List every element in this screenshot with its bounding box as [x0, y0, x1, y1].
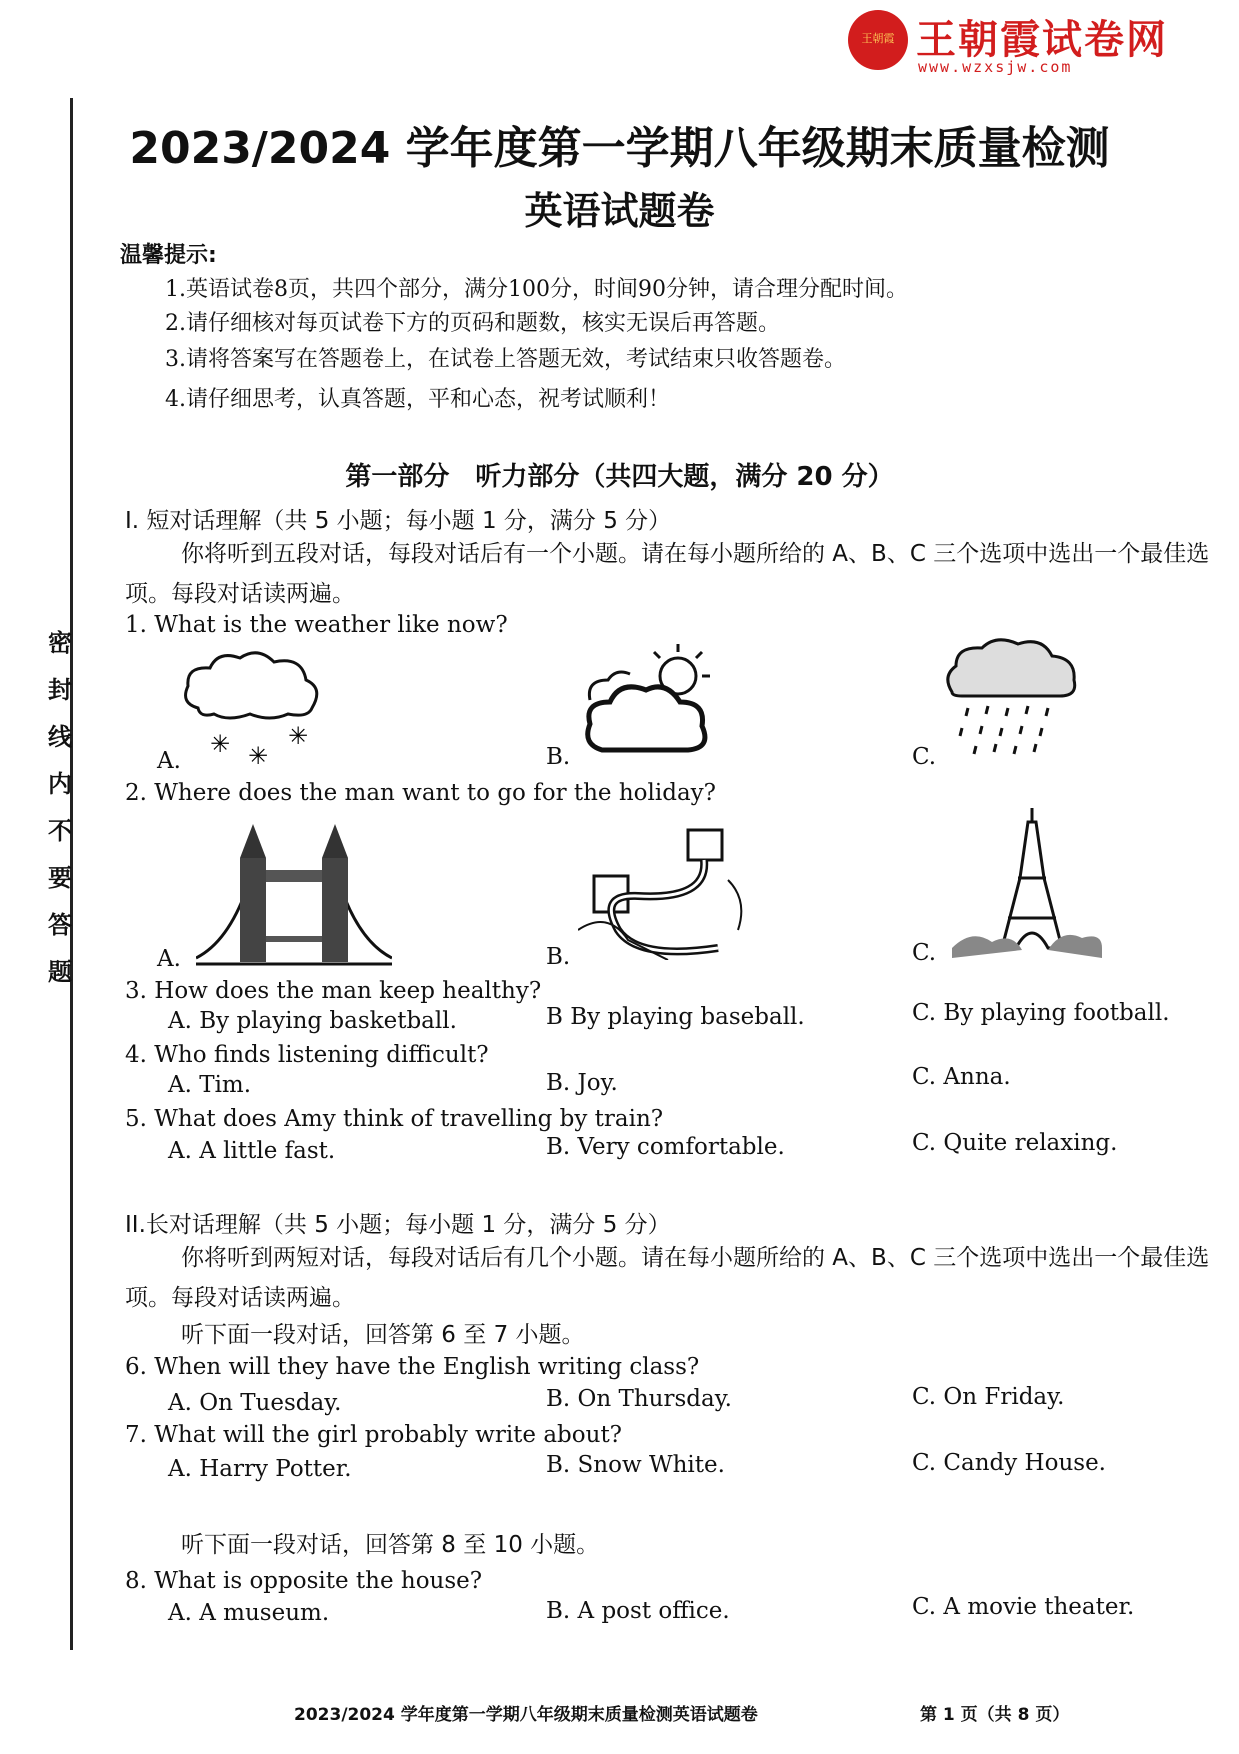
binding-char: 题 — [48, 958, 72, 986]
svg-text:✳: ✳ — [210, 730, 231, 758]
option-c: C. On Friday. — [912, 1384, 1065, 1410]
site-url: www.wzxsjw.com — [918, 58, 1073, 76]
seal-text: 王朝霞 — [861, 32, 895, 45]
option-a: A. By playing basketball. — [168, 1008, 457, 1034]
option-c: C. A movie theater. — [912, 1594, 1135, 1620]
snow-cloud-icon — [178, 648, 328, 774]
binding-char: 答 — [48, 911, 72, 939]
binding-char: 要 — [48, 864, 72, 892]
binding-char: 内 — [48, 770, 72, 798]
option-b: B By playing baseball. — [546, 1004, 805, 1030]
option-label: A. — [157, 946, 181, 972]
option-b: B. Snow White. — [546, 1452, 725, 1478]
sun-cloud-icon — [580, 640, 720, 758]
tip-item: 1.英语试卷8页，共四个部分，满分100分，时间90分钟，请合理分配时间。 — [165, 277, 908, 302]
option-a: A. On Tuesday. — [168, 1390, 342, 1416]
svg-text:✳: ✳ — [248, 742, 269, 770]
great-wall-icon — [578, 820, 758, 960]
section-instruction: 你将听到五段对话，每段对话后有一个小题。请在每小题所给的 A、B、C 三个选项中选出一个最佳选项。每段对话读两遍。 — [125, 541, 1210, 607]
binding-note — [48, 620, 72, 996]
tips-heading: 温馨提示: — [120, 243, 217, 268]
site-logo — [848, 8, 1228, 74]
question-text: 7. What will the girl probably write about? — [125, 1422, 623, 1448]
question-text: 3. How does the man keep healthy? — [125, 978, 542, 1004]
option-label: A. — [157, 748, 181, 774]
exam-title: 2023/2024 学年度第一学期八年级期末质量检测 — [129, 123, 1110, 174]
question-text: 2. Where does the man want to go for the holiday? — [125, 780, 716, 806]
rain-cloud-icon — [942, 636, 1082, 760]
option-a: A. Tim. — [168, 1072, 252, 1098]
option-b: B. Very comfortable. — [546, 1134, 785, 1160]
part-title: 第一部分 听力部分（共四大题，满分 20 分） — [345, 462, 894, 492]
svg-text:✳: ✳ — [288, 722, 309, 750]
option-b: B. On Thursday. — [546, 1386, 732, 1412]
option-c: C. Candy House. — [912, 1450, 1106, 1476]
section-heading: II.长对话理解（共 5 小题；每小题 1 分，满分 5 分） — [125, 1212, 671, 1238]
binding-char: 封 — [48, 676, 72, 704]
option-label: B. — [546, 744, 571, 770]
dialogue-note: 听下面一段对话，回答第 8 至 10 小题。 — [181, 1532, 600, 1558]
tower-bridge-icon — [196, 818, 392, 970]
exam-subtitle: 英语试题卷 — [524, 189, 715, 233]
question-text: 5. What does Amy think of travelling by train? — [125, 1106, 664, 1132]
binding-char: 密 — [48, 629, 72, 657]
question-text: 6. When will they have the English writing class? — [125, 1354, 700, 1380]
option-c: C. By playing football. — [912, 1000, 1170, 1026]
option-a: A. Harry Potter. — [168, 1456, 352, 1482]
option-b: B. Joy. — [546, 1070, 618, 1096]
option-label: C. — [912, 940, 937, 966]
option-a: A. A museum. — [168, 1600, 330, 1626]
question-text: 8. What is opposite the house? — [125, 1568, 483, 1594]
footer-title: 2023/2024 学年度第一学期八年级期末质量检测英语试题卷 — [294, 1705, 758, 1725]
tip-item: 2.请仔细核对每页试卷下方的页码和题数，核实无误后再答题。 — [165, 311, 780, 336]
eiffel-tower-icon — [952, 808, 1102, 964]
section-instruction: 你将听到两短对话，每段对话后有几个小题。请在每小题所给的 A、B、C 三个选项中选出一个最佳选项。每段对话读两遍。 — [125, 1245, 1210, 1311]
binding-char: 不 — [48, 817, 72, 845]
option-c: C. Anna. — [912, 1064, 1011, 1090]
option-label: C. — [912, 744, 937, 770]
question-text: 1. What is the weather like now? — [125, 612, 508, 638]
binding-char: 线 — [48, 723, 72, 751]
option-c: C. Quite relaxing. — [912, 1130, 1118, 1156]
page-number: 第 1 页（共 8 页） — [920, 1705, 1070, 1725]
option-label: B. — [546, 944, 571, 970]
option-a: A. A little fast. — [168, 1138, 336, 1164]
section-heading: I. 短对话理解（共 5 小题；每小题 1 分，满分 5 分） — [125, 508, 672, 534]
tip-item: 3.请将答案写在答题卷上，在试卷上答题无效，考试结束只收答题卷。 — [165, 347, 846, 372]
tip-item: 4.请仔细思考，认真答题，平和心态，祝考试顺利！ — [165, 387, 670, 412]
dialogue-note: 听下面一段对话，回答第 6 至 7 小题。 — [181, 1322, 585, 1348]
option-b: B. A post office. — [546, 1598, 730, 1624]
site-name: 王朝霞试卷网 — [916, 17, 1168, 63]
question-text: 4. Who finds listening difficult? — [125, 1042, 489, 1068]
